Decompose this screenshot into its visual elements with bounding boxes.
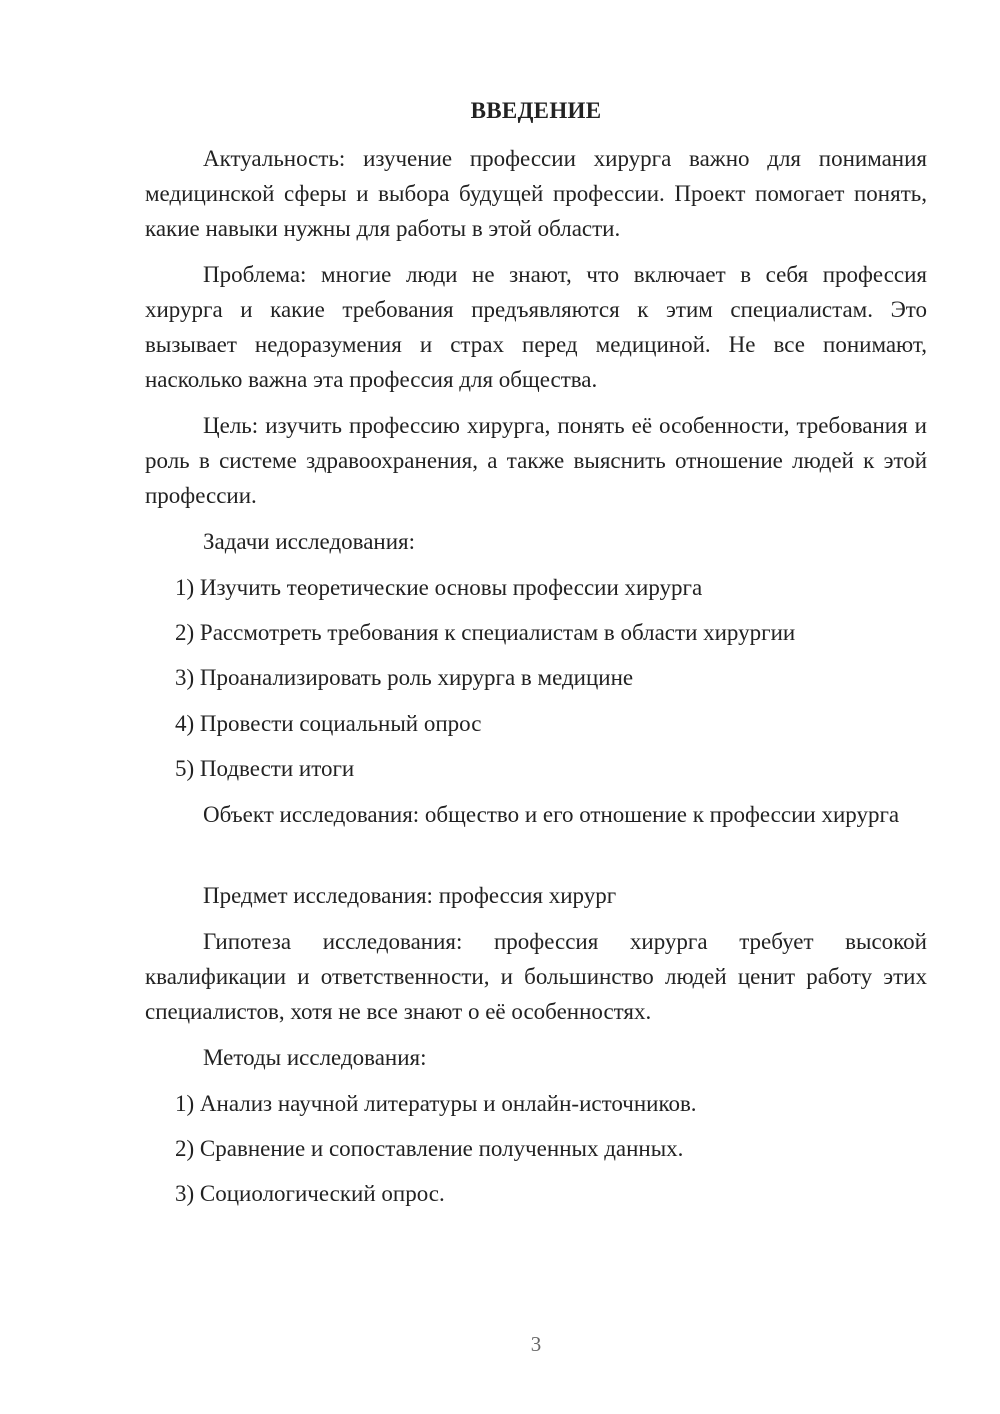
problem-paragraph: Проблема: многие люди не знают, что включает в себя профессия хирурга и какие требования предъявляются к этим специалистам. Это вызывает недоразумения и страх перед медициной. Не все понимают, насколько важна эта профессия для общества. (145, 262, 927, 392)
goal-paragraph: Цель: изучить профессию хирурга, понять её особенности, требования и роль в системе здравоохранения, а также выяснить отношение людей к этой профессии. (145, 413, 927, 508)
method-item: 2) Сравнение и сопоставление полученных данных. (175, 1136, 684, 1161)
section-heading: ВВЕДЕНИЕ (470, 98, 602, 123)
subject-paragraph: Предмет исследования: профессия хирург (203, 883, 617, 908)
page-number: 3 (530, 1332, 542, 1356)
methods-heading: Методы исследования: (203, 1045, 427, 1070)
method-item: 3) Социологический опрос. (175, 1181, 445, 1206)
method-item: 1) Анализ научной литературы и онлайн-источников. (175, 1091, 697, 1116)
hypothesis-paragraph: Гипотеза исследования: профессия хирурга требует высокой квалификации и ответственности, и большинство людей ценит работу этих специалистов, хотя не все знают о её особенностях. (145, 929, 927, 1024)
task-item: 5) Подвести итоги (175, 756, 355, 781)
task-item: 4) Провести социальный опрос (175, 711, 482, 736)
task-item: 3) Проанализировать роль хирурга в медицине (175, 665, 634, 690)
task-item: 2) Рассмотреть требования к специалистам в области хирургии (175, 620, 796, 645)
tasks-heading: Задачи исследования: (203, 529, 416, 554)
object-paragraph: Объект исследования: общество и его отношение к профессии хирурга (203, 802, 900, 827)
relevance-paragraph: Актуальность: изучение профессии хирурга важно для понимания медицинской сферы и выбора будущей профессии. Проект помогает понять, какие навыки нужны для работы в этой области. (145, 146, 927, 241)
task-item: 1) Изучить теоретические основы профессии хирурга (175, 575, 703, 600)
